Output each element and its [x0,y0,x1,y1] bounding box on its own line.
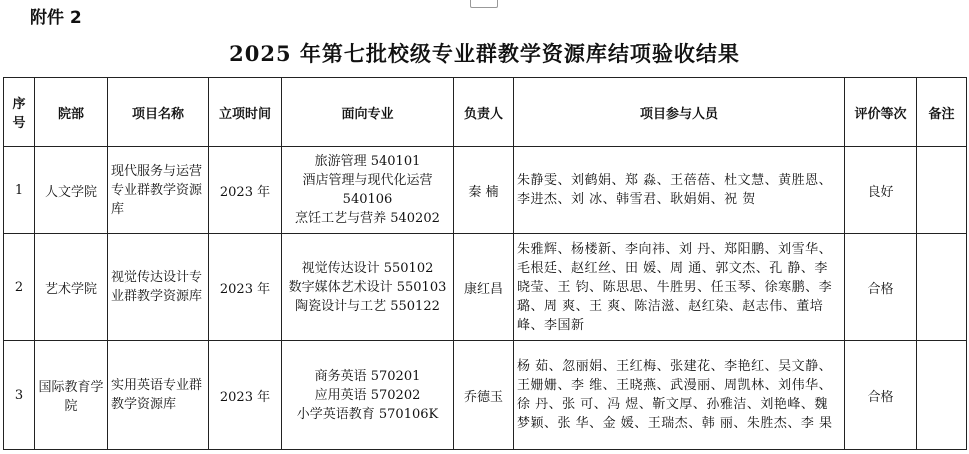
cell-year: 2023 年 [209,234,282,341]
major-line: 数字媒体艺术设计 550103 [288,279,447,295]
cell-members: 杨 茹、忽丽娟、王红梅、张建花、李艳红、吴文静、王姗姗、李 维、王晓燕、武漫丽、周凯林、刘伟华、徐 丹、张 可、冯 煜、靳文厚、孙雅洁、刘艳峰、魏梦颖、张 华、金 媛、王瑞杰、韩 丽、朱胜杰、李 果 [514,341,845,450]
cell-note [917,147,967,234]
col-header-majors: 面向专业 [282,78,454,147]
table-row [4,147,967,234]
page-tab-marker [470,0,498,8]
cell-no: 2 [4,234,35,341]
cell-grade: 合格 [845,234,917,341]
col-header-leader: 负责人 [454,78,514,147]
table-row [4,341,967,450]
page-title: 2025 年第七批校级专业群教学资源库结项验收结果 [229,41,740,66]
cell-dept: 国际教育学院 [35,341,108,450]
cell-no: 1 [4,147,35,234]
cell-dept: 艺术学院 [35,234,108,341]
col-header-dept: 院部 [35,78,108,147]
attachment-label: 附件 2 [30,8,82,28]
major-line: 酒店管理与现代化运营 540106 [302,173,433,207]
cell-no: 3 [4,341,35,450]
table-row [4,234,967,341]
major-line: 小学英语教育 570106K [296,406,439,422]
major-line: 陶瓷设计与工艺 550122 [295,298,440,314]
cell-leader: 秦 楠 [454,147,514,234]
col-header-members: 项目参与人员 [514,78,845,147]
major-line: 烹饪工艺与营养 540202 [295,211,440,226]
cell-grade: 合格 [845,341,917,450]
major-line: 商务英语 570201 [314,368,421,384]
cell-note [917,234,967,341]
cell-majors [282,234,454,341]
cell-project: 视觉传达设计专业群教学资源库 [108,234,209,341]
col-header-year: 立项时间 [209,78,282,147]
cell-year: 2023 年 [209,341,282,450]
cell-members: 朱雅辉、杨楼新、李向祎、刘 丹、郑阳鹏、刘雪华、毛根廷、赵红丝、田 媛、周 通、郭文杰、孔 静、李晓莹、王 钧、陈思思、牛胜男、任玉琴、徐寒鹏、李 璐、周 爽、王 爽、陈洁滋、赵红染、赵志伟、董培峰、李国新 [514,234,845,341]
cell-majors [282,341,454,450]
cell-grade: 良好 [845,147,917,234]
col-header-project: 项目名称 [108,78,209,147]
major-line: 视觉传达设计 550102 [301,260,434,276]
cell-project: 现代服务与运营专业群教学资源库 [108,147,209,234]
col-header-grade: 评价等次 [845,78,917,147]
col-header-no: 序号 [4,78,35,147]
col-header-note: 备注 [917,78,967,147]
cell-project: 实用英语专业群教学资源库 [108,341,209,450]
cell-dept: 人文学院 [35,147,108,234]
cell-leader: 康红昌 [454,234,514,341]
cell-members: 朱静雯、刘鹤娟、郑 淼、王蓓蓓、杜文慧、黄胜恩、李进杰、刘 冰、韩雪君、耿娟娟、祝 贺 [514,147,845,234]
cell-note [917,341,967,450]
table-header-row [4,78,967,147]
results-table [3,77,967,450]
cell-majors [282,147,454,234]
major-line: 旅游管理 540101 [314,154,421,169]
major-line: 应用英语 570202 [314,387,421,403]
cell-year: 2023 年 [209,147,282,234]
cell-leader: 乔德玉 [454,341,514,450]
